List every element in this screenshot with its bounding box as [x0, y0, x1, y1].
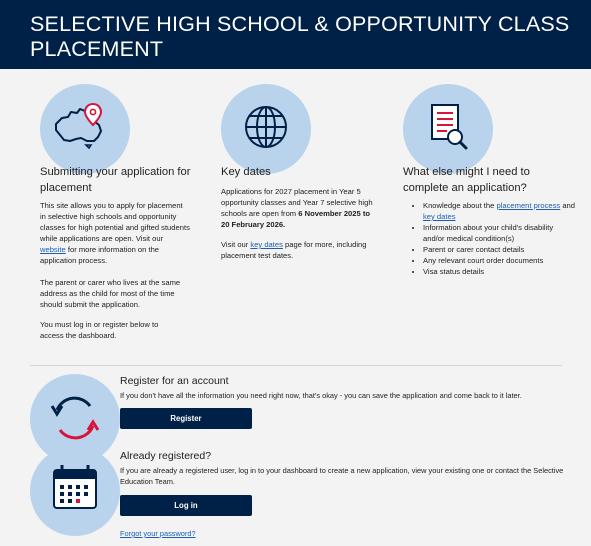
key-dates-link[interactable]: key dates — [250, 240, 283, 249]
placement-process-link[interactable]: placement process — [496, 201, 561, 210]
forgot-password-link[interactable]: Forgot your password? — [120, 529, 196, 538]
register-button[interactable]: Register — [120, 408, 252, 429]
calendar-icon — [30, 446, 120, 536]
list-item: • Knowledge about the placement process and key dates — [423, 200, 575, 222]
list-item: • Parent or carer contact details — [423, 244, 575, 255]
section-divider — [30, 365, 562, 366]
register-title: Register for an account — [120, 375, 229, 387]
list-item: • Any relevant court order documents — [423, 255, 575, 266]
submitting-paragraph-3: You must log in or register below to access the dashboard. — [40, 320, 159, 340]
australia-map-pin-icon — [40, 84, 130, 174]
requirements-list — [403, 200, 575, 277]
globe-icon — [221, 84, 311, 174]
requirements-heading: What else might I need to complete an application? — [403, 166, 530, 194]
submitting-paragraph-1: This site allows you to apply for placement in selective high schools and opportunity classes for high potential and gifted students while applications are open. Visit our website for more information on the application process. — [40, 201, 190, 265]
page-title: SELECTIVE HIGH SCHOOL & OPPORTUNITY CLASS PLACEMENT — [30, 12, 570, 61]
submitting-paragraph-2: The parent or carer who lives at the same address as the child for most of the time should submit the application. — [40, 278, 181, 309]
key-dates-paragraph-1: Applications for 2027 placement in Year 5 opportunity classes and Year 7 selective high schools are open from 6 November 2025 to 20 February 2026. — [221, 187, 373, 229]
website-link[interactable]: website — [40, 245, 66, 254]
login-title: Already registered? — [120, 450, 212, 462]
login-description: If you are already a registered user, log in to your dashboard to create a new application, view your existing one or contact the Selective Education Team. — [120, 466, 564, 486]
register-description: If you don't have all the information you need right now, that's okay - you can save the application and come back to it later. — [120, 391, 522, 400]
list-item: • Information about your child's disability and/or medical condition(s) — [423, 222, 575, 244]
key-dates-paragraph-2: Visit our key dates page for more, including placement test dates. — [221, 240, 367, 260]
page-header — [0, 0, 591, 69]
login-button[interactable]: Log in — [120, 495, 252, 516]
key-dates-heading: Key dates — [221, 166, 271, 178]
submitting-heading: Submitting your application for placement — [40, 166, 191, 194]
document-search-icon — [403, 84, 493, 174]
list-item: • Visa status details — [423, 266, 575, 277]
key-dates-list-link[interactable]: key dates — [423, 212, 456, 221]
